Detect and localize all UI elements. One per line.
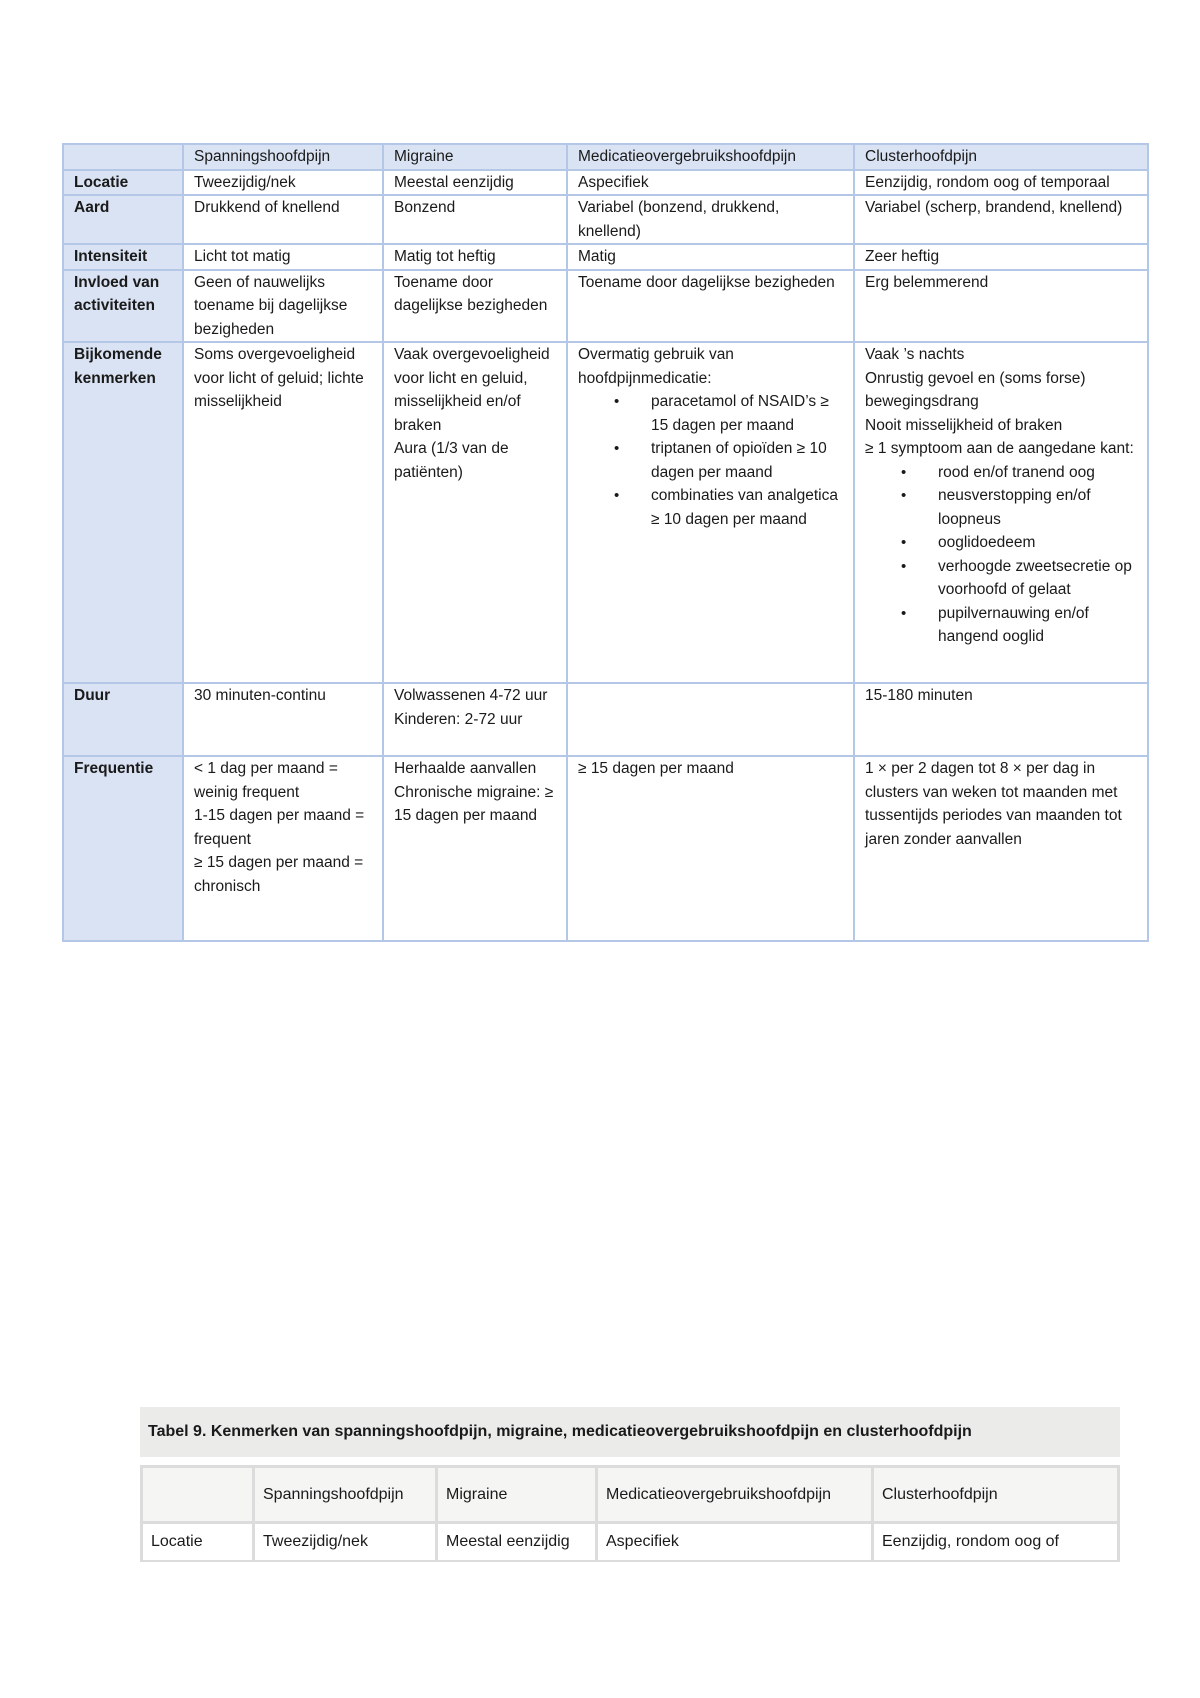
cell-text: Variabel (scherp, brandend, knellend)	[865, 199, 1123, 216]
table-cell	[567, 683, 854, 756]
table-cell	[383, 270, 567, 343]
cell-text: Toename door dagelijkse bezigheden	[578, 273, 835, 291]
cell-text: Volwassenen 4-72 uur	[394, 687, 548, 704]
table-cell	[567, 170, 854, 196]
table-cell	[854, 756, 1148, 941]
cell-text: Tweezijdig/nek	[194, 173, 296, 191]
bullet-item: • paracetamol of NSAID’s ≥ 15 dagen per maand	[651, 390, 843, 437]
row-label-duur: Duur	[63, 683, 183, 756]
table-row-aard	[63, 195, 1148, 244]
table-cell	[183, 244, 383, 270]
snippet-header-cell	[140, 1465, 255, 1524]
bullet-item: • ooglidoedeem	[938, 531, 1137, 555]
bullet-item: • rood en/of tranend oog	[938, 461, 1137, 485]
table-cell	[183, 756, 383, 941]
cell-text: Overmatig gebruik van hoofdpijnmedicatie:	[578, 346, 734, 387]
cell-text: 30 minuten-continu	[194, 687, 326, 704]
cell-text: Aspecifiek	[578, 173, 649, 191]
table-cell	[854, 170, 1148, 196]
cell-text: Aura (1/3 van de patiënten)	[394, 440, 509, 481]
row-label-locatie: Locatie	[63, 170, 183, 196]
row-label-aard: Aard	[63, 195, 183, 244]
snippet-row	[140, 1524, 1120, 1562]
table-cell	[183, 683, 383, 756]
table-cell	[854, 195, 1148, 244]
table-cell	[183, 170, 383, 196]
embedded-table-screenshot	[140, 1407, 1120, 1562]
cell-text: Kinderen: 2-72 uur	[394, 710, 523, 728]
table-cell	[383, 170, 567, 196]
table-cell	[567, 244, 854, 270]
cell-text: Chronische migraine: ≥ 15 dagen per maand	[394, 783, 554, 824]
cell-text: Geen of nauwelijks toename bij dagelijkse bezigheden	[194, 273, 348, 338]
snippet-header-cell: Medicatieovergebruikshoofdpijn	[598, 1465, 874, 1524]
cell-text: Erg belemmerend	[865, 273, 989, 291]
table-row-frequentie	[63, 756, 1148, 941]
cell-text: 1 × per 2 dagen tot 8 × per dag in clusters van weken tot maanden met tussentijds periodes van maanden tot jaren zonder aanvallen	[865, 760, 1122, 848]
header-migraine: Migraine	[383, 144, 567, 170]
table-cell	[183, 270, 383, 343]
table-cell	[567, 756, 854, 941]
snippet-header-cell: Spanningshoofdpijn	[255, 1465, 438, 1524]
table-cell	[567, 270, 854, 343]
table-cell	[383, 244, 567, 270]
cell-text: ≥ 1 symptoom aan de aangedane kant:	[865, 440, 1134, 457]
row-label-intensiteit: Intensiteit	[63, 244, 183, 270]
header-corner-cell	[63, 144, 183, 170]
bullet-list	[865, 461, 1137, 649]
cell-text: Drukkend of knellend	[194, 199, 340, 216]
cell-text: Toename door dagelijkse bezigheden	[394, 273, 548, 314]
cell-text: Zeer heftig	[865, 248, 940, 265]
header-clusterhoofdpijn: Clusterhoofdpijn	[854, 144, 1148, 170]
cell-text: 15-180 minuten	[865, 687, 973, 704]
cell-text: Onrustig gevoel en (soms forse) bewegingsdrang	[865, 369, 1086, 410]
cell-text: Bonzend	[394, 199, 456, 216]
table-cell	[567, 342, 854, 683]
table-row-duur	[63, 683, 1148, 756]
table-cell	[854, 270, 1148, 343]
snippet-header-row	[140, 1465, 1120, 1524]
snippet-cell: Tweezijdig/nek	[255, 1524, 438, 1562]
cell-text: Variabel (bonzend, drukkend, knellend)	[578, 199, 780, 240]
cell-text: Eenzijdig, rondom oog of temporaal	[865, 173, 1110, 191]
bullet-list	[578, 390, 843, 531]
bullet-item: • verhoogde zweetsecretie op voorhoofd of gelaat	[938, 555, 1137, 602]
cell-text: Herhaalde aanvallen	[394, 760, 537, 777]
header-medicatieovergebruikshoofdpijn: Medicatieovergebruikshoofdpijn	[567, 144, 854, 170]
cell-text: Soms overgevoeligheid voor licht of geluid; lichte misselijkheid	[194, 346, 364, 410]
header-spanningshoofdpijn: Spanningshoofdpijn	[183, 144, 383, 170]
cell-text: Meestal eenzijdig	[394, 173, 514, 191]
snippet-cell: Locatie	[140, 1524, 255, 1562]
table-cell	[383, 195, 567, 244]
table-cell	[854, 683, 1148, 756]
table-row-invloed-van-activiteiten	[63, 270, 1148, 343]
table-header-row	[63, 144, 1148, 170]
table-cell	[383, 683, 567, 756]
table-row-bijkomende-kenmerken	[63, 342, 1148, 683]
table-caption: Tabel 9. Kenmerken van spanningshoofdpijn, migraine, medicatieovergebruikshoofdpijn en clusterhoofdpijn	[140, 1407, 1120, 1457]
cell-text: ≥ 15 dagen per maand = chronisch	[194, 854, 364, 895]
snippet-header-cell: Migraine	[438, 1465, 598, 1524]
bullet-item: • combinaties van analgetica ≥ 10 dagen per maand	[651, 484, 843, 531]
table-row-locatie	[63, 170, 1148, 196]
bullet-item: • neusverstopping en/of loopneus	[938, 484, 1137, 531]
cell-text: Vaak ’s nachts	[865, 346, 965, 363]
table-cell	[183, 195, 383, 244]
snippet-cell: Eenzijdig, rondom oog of	[874, 1524, 1120, 1562]
table-row-intensiteit	[63, 244, 1148, 270]
cell-text: 1-15 dagen per maand = frequent	[194, 807, 365, 848]
table-cell	[854, 342, 1148, 683]
table-cell	[854, 244, 1148, 270]
table-cell	[567, 195, 854, 244]
snippet-cell: Aspecifiek	[598, 1524, 874, 1562]
cell-text: ≥ 15 dagen per maand	[578, 760, 734, 777]
snippet-header-cell: Clusterhoofdpijn	[874, 1465, 1120, 1524]
row-label-bijkomende-kenmerken: Bijkomende kenmerken	[63, 342, 183, 683]
row-label-frequentie: Frequentie	[63, 756, 183, 941]
cell-text: < 1 dag per maand = weinig frequent	[194, 760, 338, 801]
table-cell	[383, 342, 567, 683]
bullet-item: • triptanen of opioïden ≥ 10 dagen per maand	[651, 437, 843, 484]
snippet-cell: Meestal eenzijdig	[438, 1524, 598, 1562]
bullet-item: • pupilvernauwing en/of hangend ooglid	[938, 602, 1137, 649]
table-cell	[383, 756, 567, 941]
cell-text: Licht tot matig	[194, 248, 291, 265]
headache-comparison-table	[62, 143, 1149, 942]
cell-text: Nooit misselijkheid of braken	[865, 416, 1063, 434]
snippet-table	[140, 1465, 1120, 1562]
cell-text: Matig tot heftig	[394, 248, 496, 265]
cell-text: Matig	[578, 248, 616, 265]
table-cell	[183, 342, 383, 683]
row-label-invloed-van-activiteiten: Invloed van activiteiten	[63, 270, 183, 343]
cell-text: Vaak overgevoeligheid voor licht en geluid, misselijkheid en/of braken	[394, 346, 550, 434]
